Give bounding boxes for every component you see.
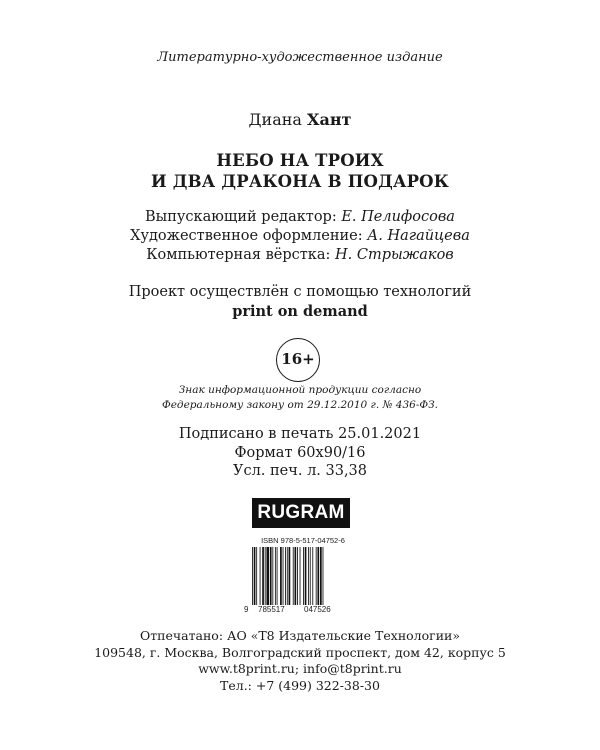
- printer-address: 109548, г. Москва, Волгоградский проспект, дом 42, корпус 5: [94, 644, 506, 660]
- credit-role: Художественное оформление:: [130, 228, 363, 244]
- print-format: Формат 60х90/16: [234, 444, 366, 461]
- barcode-left-digits: 785517: [258, 605, 285, 614]
- author-name: [0, 110, 600, 129]
- credit-person: А. Нагайцева: [367, 228, 470, 244]
- print-info: [0, 425, 600, 481]
- credit-layout: [0, 246, 600, 265]
- book-title-line-1: НЕБО НА ТРОИХ: [216, 151, 384, 170]
- printer-phone: Тел.: +7 (499) 322-38-30: [220, 677, 380, 693]
- author-first-name: Диана: [248, 110, 302, 129]
- book-title: [0, 150, 600, 192]
- project-line-1: Проект осуществлён с помощью технологий: [128, 284, 472, 300]
- edition-type: Литературно-художественное издание: [157, 50, 443, 65]
- age-note-line-2: Федеральному закону от 29.12.2010 г. № 436-ФЗ.: [162, 399, 438, 411]
- printer-info: [0, 628, 600, 694]
- credit-art-design: [0, 227, 600, 246]
- barcode-first-digit: 9: [244, 605, 249, 614]
- credit-editor: [0, 208, 600, 227]
- author-last-name: Хант: [307, 110, 352, 129]
- project-line-2: [0, 302, 600, 322]
- credits-block: [0, 208, 600, 265]
- printer-name: Отпечатано: АО «Т8 Издательские Технологии»: [139, 628, 461, 643]
- age-rating-note: [0, 383, 600, 413]
- print-on-demand-label: print on demand: [232, 303, 368, 320]
- barcode-right-digits: 047526: [304, 605, 331, 614]
- age-note-line-1: Знак информационной продукции согласно: [178, 384, 422, 396]
- credit-role: Выпускающий редактор:: [145, 209, 337, 225]
- credit-person: Е. Пелифосова: [341, 209, 455, 225]
- age-rating-badge: 16+: [276, 338, 320, 382]
- print-signed-date: Подписано в печать 25.01.2021: [178, 426, 422, 442]
- printer-web-email: www.t8print.ru; info@t8print.ru: [198, 661, 402, 676]
- credit-person: Н. Стрыжаков: [334, 247, 454, 263]
- credit-role: Компьютерная вёрстка:: [146, 247, 331, 263]
- rugram-logo: RUGRAM: [252, 498, 350, 528]
- isbn-label: ISBN 978-5-517-04752-6: [261, 536, 345, 545]
- project-note: [0, 283, 600, 322]
- book-title-line-2: И ДВА ДРАКОНА В ПОДАРОК: [151, 172, 449, 191]
- isbn-barcode-icon: [252, 547, 348, 605]
- print-sheets: Усл. печ. л. 33,38: [232, 463, 368, 479]
